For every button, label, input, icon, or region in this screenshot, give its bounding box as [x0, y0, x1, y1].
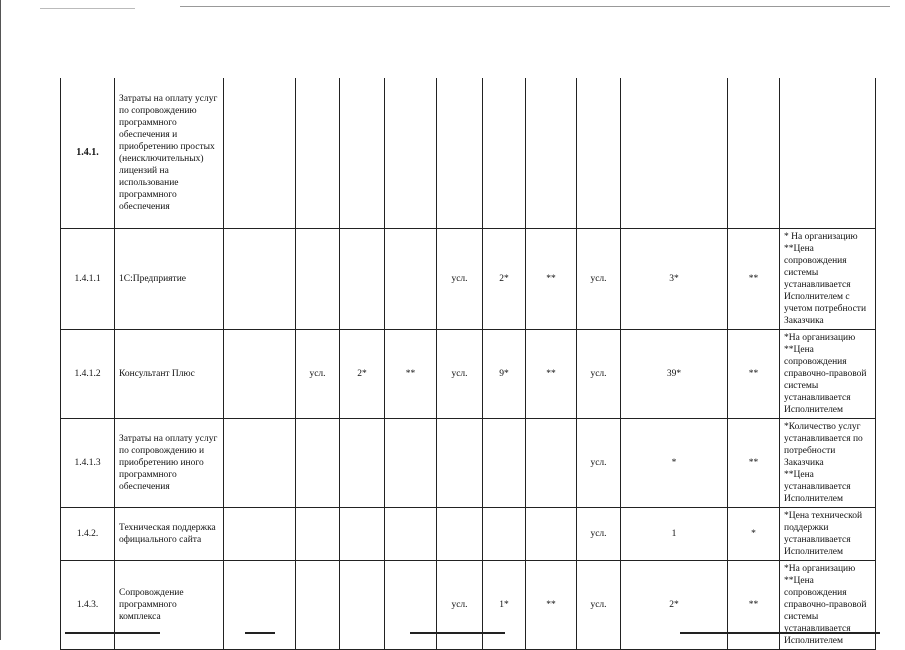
value-cell: усл. — [577, 329, 621, 418]
value-cell — [437, 78, 483, 228]
value-cell — [483, 418, 526, 507]
value-cell — [296, 507, 340, 560]
empty-cell — [224, 228, 296, 329]
row-number: 1.4.2. — [61, 507, 115, 560]
note-cell — [780, 78, 876, 228]
value-cell: 1* — [483, 560, 526, 649]
value-cell — [621, 78, 728, 228]
note-cell: *На организацию **Цена сопровождения справочно-правовой системы устанавливается Исполнителем — [780, 560, 876, 649]
table-row — [61, 228, 876, 329]
value-cell: 2* — [483, 228, 526, 329]
value-cell — [296, 228, 340, 329]
value-cell: ** — [385, 329, 437, 418]
row-name: Затраты на оплату услуг по сопровождению и приобретению иного программного обеспечения — [115, 418, 224, 507]
value-cell: ** — [728, 329, 780, 418]
value-cell: 2* — [340, 329, 385, 418]
empty-cell — [224, 507, 296, 560]
row-name: Консультант Плюс — [115, 329, 224, 418]
value-cell — [385, 418, 437, 507]
value-cell: ** — [728, 418, 780, 507]
value-cell — [340, 228, 385, 329]
empty-cell — [224, 78, 296, 228]
value-cell: ** — [526, 560, 577, 649]
value-cell: 3* — [621, 228, 728, 329]
value-cell: * — [728, 507, 780, 560]
value-cell — [296, 560, 340, 649]
bottom-rule-3 — [410, 632, 505, 634]
note-cell: *Цена технической поддержки устанавливается Исполнителем — [780, 507, 876, 560]
bottom-rule-1 — [65, 632, 160, 634]
bottom-rule-4 — [680, 632, 880, 634]
empty-cell — [224, 418, 296, 507]
value-cell: ** — [728, 560, 780, 649]
value-cell: усл. — [577, 507, 621, 560]
value-cell: ** — [728, 228, 780, 329]
value-cell: 9* — [483, 329, 526, 418]
row-number: 1.4.1.1 — [61, 228, 115, 329]
value-cell: * — [621, 418, 728, 507]
value-cell: 2* — [621, 560, 728, 649]
value-cell — [340, 78, 385, 228]
note-cell: *Количество услуг устанавливается по потребности Заказчика **Цена устанавливается Исполнителем — [780, 418, 876, 507]
bottom-rule-2 — [245, 632, 275, 634]
value-cell: усл. — [577, 228, 621, 329]
value-cell — [340, 418, 385, 507]
value-cell — [296, 78, 340, 228]
value-cell: усл. — [437, 228, 483, 329]
scan-edge-line — [0, 0, 1, 640]
value-cell: 1 — [621, 507, 728, 560]
value-cell: усл. — [437, 560, 483, 649]
table-row — [61, 560, 876, 649]
empty-cell — [224, 329, 296, 418]
value-cell: усл. — [577, 560, 621, 649]
value-cell — [483, 507, 526, 560]
value-cell — [340, 560, 385, 649]
top-rule-left — [40, 8, 135, 9]
row-name: 1С:Предприятие — [115, 228, 224, 329]
row-number: 1.4.1. — [61, 78, 115, 228]
row-name: Сопровождение программного комплекса — [115, 560, 224, 649]
row-number: 1.4.1.2 — [61, 329, 115, 418]
row-number: 1.4.3. — [61, 560, 115, 649]
value-cell — [296, 418, 340, 507]
value-cell — [437, 507, 483, 560]
value-cell — [385, 560, 437, 649]
value-cell: усл. — [577, 418, 621, 507]
value-cell — [385, 78, 437, 228]
value-cell — [526, 78, 577, 228]
empty-cell — [224, 560, 296, 649]
note-cell: * На организацию **Цена сопровождения системы устанавливается Исполнителем с учетом потребности Заказчика — [780, 228, 876, 329]
value-cell — [728, 78, 780, 228]
value-cell — [526, 507, 577, 560]
value-cell — [385, 507, 437, 560]
value-cell — [483, 78, 526, 228]
table-row — [61, 507, 876, 560]
value-cell — [385, 228, 437, 329]
table-row — [61, 329, 876, 418]
row-name: Затраты на оплату услуг по сопровождению программного обеспечения и приобретению простых (неисключительных) лицензий на использование программного обеспечения — [115, 78, 224, 228]
value-cell: усл. — [437, 329, 483, 418]
table-row — [61, 78, 876, 228]
value-cell: усл. — [296, 329, 340, 418]
expenses-table — [60, 78, 876, 650]
value-cell — [437, 418, 483, 507]
value-cell: ** — [526, 228, 577, 329]
table-row — [61, 418, 876, 507]
value-cell — [577, 78, 621, 228]
note-cell: *На организацию **Цена сопровождения справочно-правовой системы устанавливается Исполнителем — [780, 329, 876, 418]
top-rule — [180, 6, 890, 7]
value-cell: ** — [526, 329, 577, 418]
value-cell: 39* — [621, 329, 728, 418]
value-cell — [340, 507, 385, 560]
value-cell — [526, 418, 577, 507]
row-name: Техническая поддержка официального сайта — [115, 507, 224, 560]
row-number: 1.4.1.3 — [61, 418, 115, 507]
